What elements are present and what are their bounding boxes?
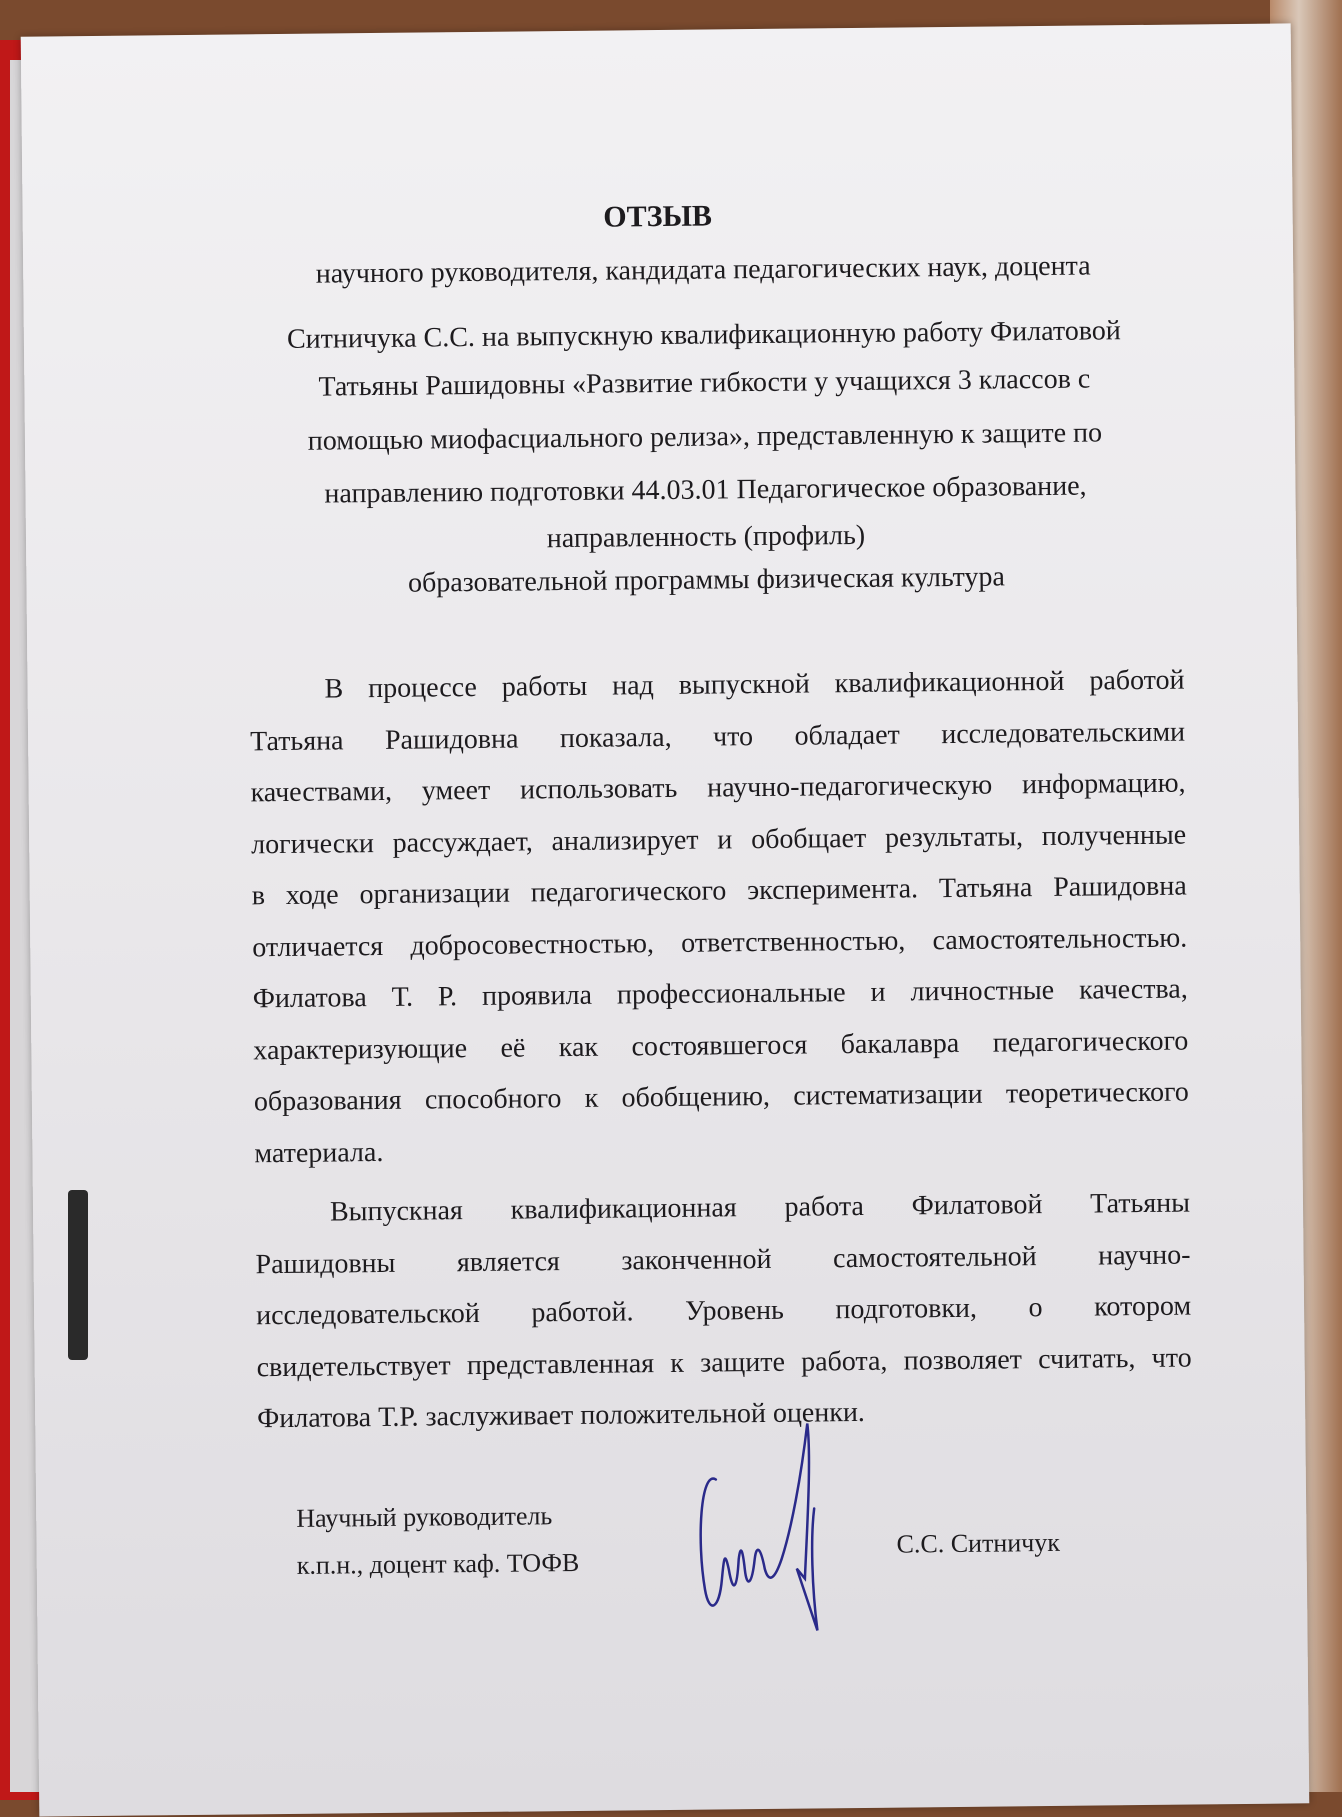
header-line: помощью миофасциального релиза», представленную к защите по bbox=[307, 417, 1103, 457]
paragraph-line: материала. bbox=[254, 1136, 384, 1169]
paragraph-line: характеризующие её как состоявшегося бакалавра педагогического bbox=[253, 1025, 1189, 1066]
paragraph-line: Выпускная квалификационная работа Филатовой Татьяны bbox=[329, 1187, 1191, 1228]
binder-clip bbox=[68, 1190, 88, 1360]
paragraph-line: свидетельствует представленная к защите работа, позволяет считать, что bbox=[256, 1342, 1192, 1383]
document-page bbox=[21, 23, 1310, 1816]
signatory-position: к.п.н., доцент каф. ТОФВ bbox=[296, 1547, 580, 1580]
header-line: Татьяны Рашидовны «Развитие гибкости у учащихся 3 классов с bbox=[318, 363, 1091, 403]
paragraph-line: В процессе работы над выпускной квалификационной работой bbox=[324, 664, 1185, 705]
header-line: Ситничука С.С. на выпускную квалификационную работу Филатовой bbox=[286, 315, 1121, 355]
paragraph-line: образования способного к обобщению, систематизации теоретического bbox=[253, 1076, 1189, 1118]
paragraph-line: в ходе организации педагогического эксперимента. Татьяна Рашидовна bbox=[251, 870, 1187, 912]
handwritten-signature bbox=[695, 1418, 847, 1640]
paragraph-line: качествами, умеет использовать научно-педагогическую информацию, bbox=[250, 767, 1186, 809]
paragraph-line: Филатова Т.Р. заслуживает положительной оценки. bbox=[257, 1396, 866, 1435]
paragraph-line: логически рассуждает, анализирует и обобщает результаты, полученные bbox=[251, 819, 1187, 860]
signatory-name: С.С. Ситничук bbox=[896, 1527, 1061, 1559]
paragraph-line: Татьяна Рашидовна показала, что обладает исследовательскими bbox=[249, 716, 1186, 757]
header-line: образовательной программы физическая культура bbox=[407, 561, 1006, 599]
header-line: направлению подготовки 44.03.01 Педагогическое образование, bbox=[324, 470, 1087, 510]
paragraph-line: отличается добросовестностью, ответственностью, самостоятельностью. bbox=[252, 922, 1188, 963]
header-line: направленность (профиль) bbox=[546, 519, 866, 555]
signatory-role: Научный руководитель bbox=[296, 1501, 553, 1533]
header-line: научного руководителя, кандидата педагогических наук, доцента bbox=[315, 250, 1091, 290]
paragraph-line: Рашидовны является законченной самостоятельной научно- bbox=[255, 1239, 1191, 1280]
paragraph-line: Филатова Т. Р. проявила профессиональные и личностные качества, bbox=[252, 973, 1188, 1015]
paragraph-line: исследовательской работой. Уровень подготовки, о котором bbox=[255, 1290, 1192, 1332]
document-title: ОТЗЫВ bbox=[603, 199, 713, 234]
